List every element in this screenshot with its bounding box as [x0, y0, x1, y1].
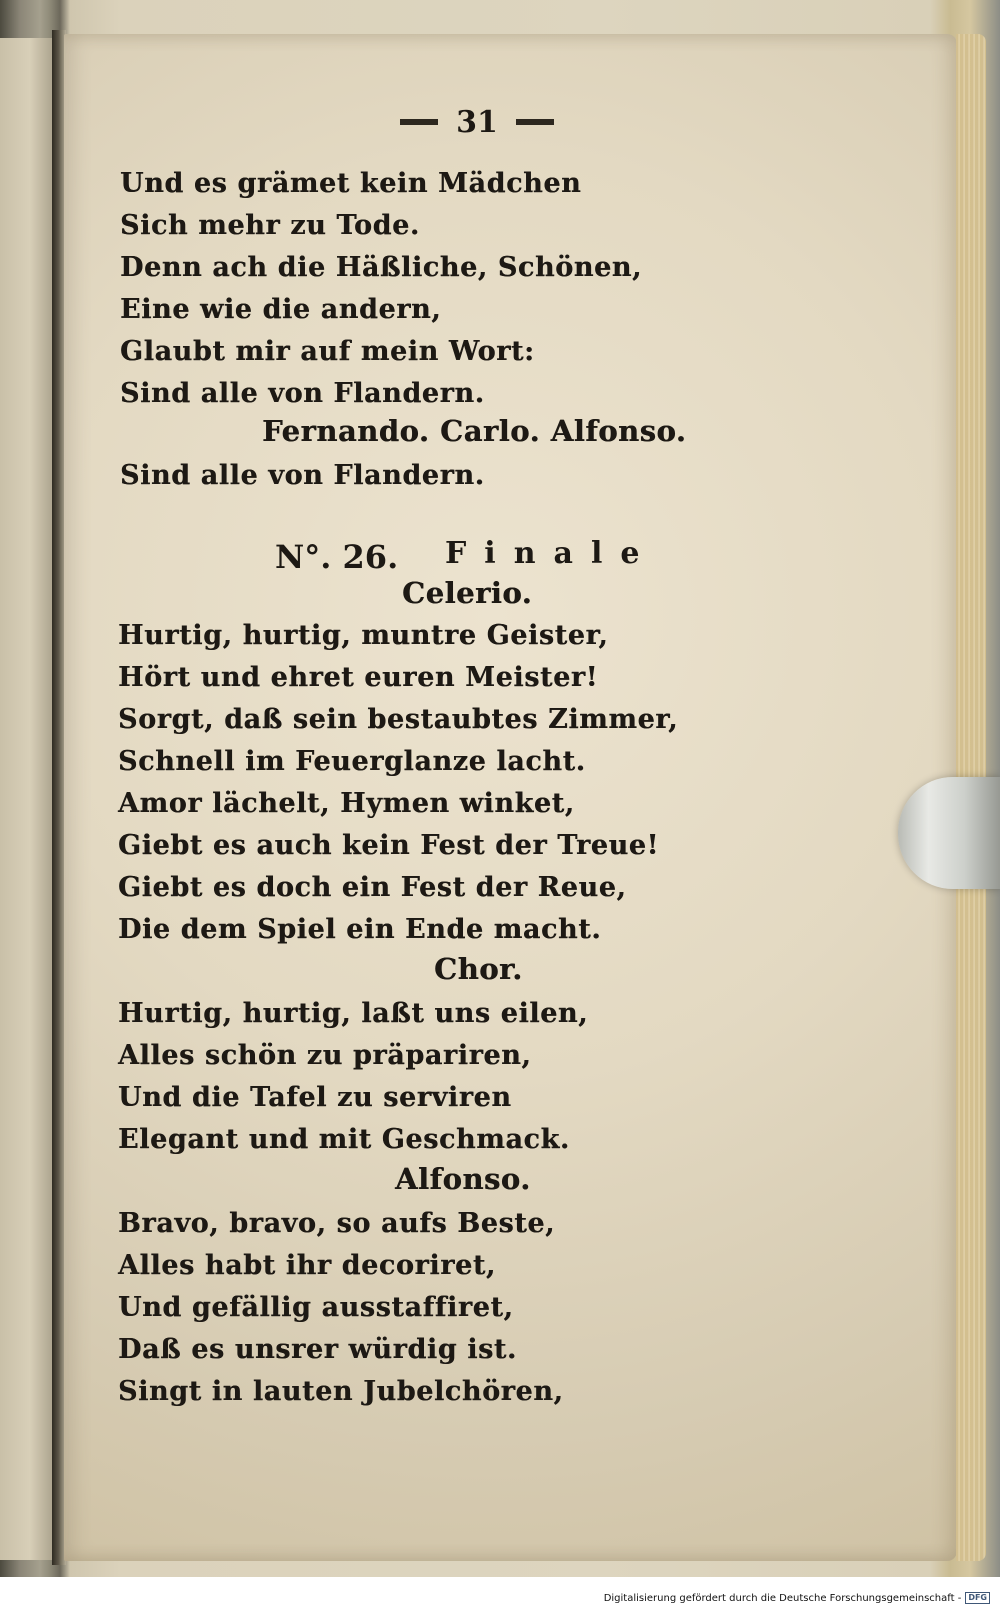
text-line: Sind alle von Flandern. — [120, 378, 485, 409]
speaker-heading: Celerio. — [402, 576, 533, 610]
text-line: Alles schön zu präpariren, — [118, 1040, 532, 1071]
text-line: Amor lächelt, Hymen winket, — [118, 788, 575, 819]
text-line: Singt in lauten Jubelchören, — [118, 1376, 564, 1407]
text-line: Giebt es doch ein Fest der Reue, — [118, 872, 627, 903]
text-line: Sich mehr zu Tode. — [120, 210, 420, 241]
header-dash-left — [400, 119, 438, 125]
text-line: Giebt es auch kein Fest der Treue! — [118, 830, 660, 861]
text-line: Daß es unsrer würdig ist. — [118, 1334, 517, 1365]
text-line: Hört und ehret euren Meister! — [118, 662, 599, 693]
text-line: Und die Tafel zu serviren — [118, 1082, 512, 1113]
digitization-credit — [604, 1592, 990, 1604]
text-line: Elegant und mit Geschmack. — [118, 1124, 570, 1155]
text-line: Hurtig, hurtig, muntre Geister, — [118, 620, 609, 651]
text-line: Hurtig, hurtig, laßt uns eilen, — [118, 998, 589, 1029]
text-line: Sind alle von Flandern. — [120, 460, 485, 491]
text-line: Und gefällig ausstaffiret, — [118, 1292, 514, 1323]
dfg-logo: DFG — [965, 1592, 990, 1604]
text-line: Bravo, bravo, so aufs Beste, — [118, 1208, 556, 1239]
text-line: Sorgt, daß sein bestaubtes Zimmer, — [118, 704, 679, 735]
page-clip — [898, 777, 1000, 889]
page-header — [392, 99, 562, 145]
text-line: Schnell im Feuerglanze lacht. — [118, 746, 586, 777]
credit-text: Digitalisierung gefördert durch die Deutsche Forschungsgemeinschaft - — [603, 1592, 962, 1604]
section-title: Finale — [445, 536, 658, 571]
left-page-edge — [0, 38, 57, 1560]
text-line: Alles habt ihr decoriret, — [118, 1250, 496, 1281]
text-line: Und es grämet kein Mädchen — [120, 168, 582, 199]
header-dash-right — [516, 119, 554, 125]
speaker-heading: Fernando. Carlo. Alfonso. — [262, 414, 687, 448]
page-number: 31 — [456, 104, 498, 140]
text-line: Die dem Spiel ein Ende macht. — [118, 914, 602, 945]
text-line: Denn ach die Häßliche, Schönen, — [120, 252, 643, 283]
section-number: N°. 26. — [275, 538, 399, 576]
text-line: Glaubt mir auf mein Wort: — [120, 336, 535, 367]
speaker-heading: Chor. — [434, 952, 523, 986]
speaker-heading: Alfonso. — [395, 1162, 531, 1196]
text-line: Eine wie die andern, — [120, 294, 442, 325]
